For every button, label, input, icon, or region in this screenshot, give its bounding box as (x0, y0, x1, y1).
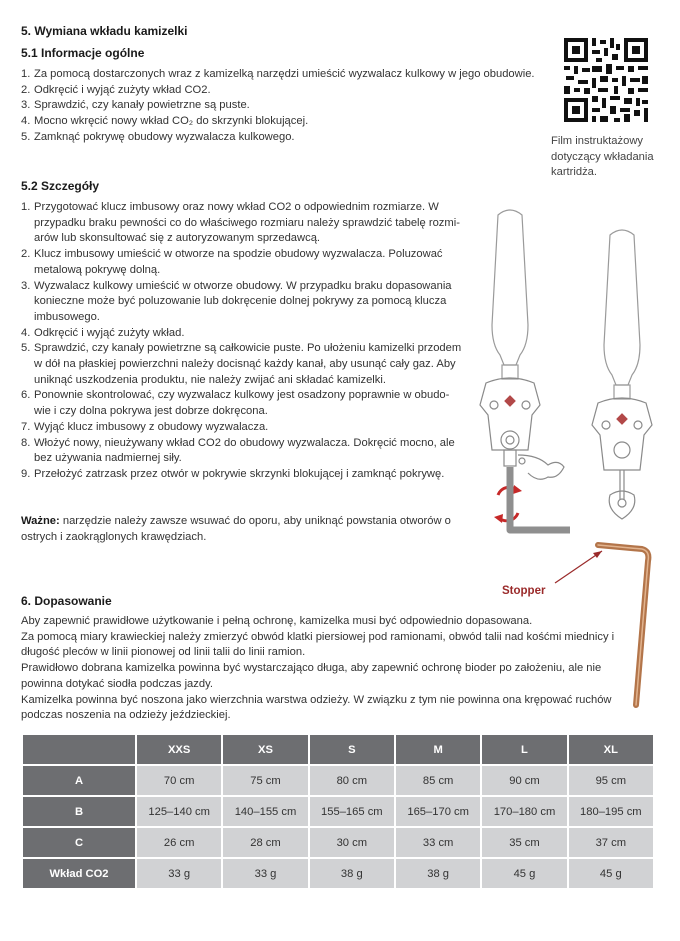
fit-paragraph: Prawidłowo dobrana kamizelka powinna być wystarczająco długa, aby zapewnić ochronę bioder po założeniu, ale nie powinna dotykać siodła podczas jazdy. (21, 662, 602, 690)
table-cell: 28 cm (223, 828, 307, 857)
general-steps-list (21, 67, 541, 146)
column-header: XS (223, 735, 307, 764)
stopper-label: Stopper (502, 585, 546, 597)
important-text: narzędzie należy zawsze wsuwać do oporu, aby uniknąć powstania otworów o ostrych i zaokrąglonych krawędziach. (21, 515, 451, 543)
list-item: 9. Przełożyć zatrzask przez otwór w pokrywie skrzynki blokującej i zamknąć pokrywę. (21, 467, 445, 480)
subsection-title-details: 5.2 Szczegóły (21, 179, 100, 193)
table-cell: 75 cm (223, 766, 307, 795)
table-cell: 80 cm (310, 766, 394, 795)
row-header: Wkład CO2 (23, 859, 135, 888)
list-item: 2. Odkręcić i wyjąć zużyty wkład CO2. (21, 83, 211, 96)
table-cell: 180–195 cm (569, 797, 653, 826)
subsection-title-general: 5.1 Informacje ogólne (21, 46, 145, 60)
table-cell: 30 cm (310, 828, 394, 857)
co2-cartridge-right-icon (604, 230, 640, 399)
table-cell: 33 g (137, 859, 221, 888)
column-header: XXS (137, 735, 221, 764)
co2-cartridge-left-icon (492, 210, 528, 379)
table-cell: 38 g (310, 859, 394, 888)
list-item: 4. Mocno wkręcić nowy wkład CO₂ do skrzynki blokującej. (21, 115, 309, 128)
table-cell: 125–140 cm (137, 797, 221, 826)
table-cell: 165–170 cm (396, 797, 480, 826)
column-header: XL (569, 735, 653, 764)
size-table (21, 733, 655, 890)
table-header-row (23, 735, 653, 764)
important-note (21, 514, 466, 545)
stopper-pointer-line (555, 551, 602, 583)
important-label: Ważne: (21, 515, 60, 527)
table-cell: 26 cm (137, 828, 221, 857)
table-cell: 45 g (482, 859, 566, 888)
qr-caption: Film instruktażowy dotyczący wkładania kartridża. (551, 135, 654, 178)
fit-text (21, 614, 641, 724)
table-corner (23, 735, 135, 764)
section-title: 5. Wymiana wkładu kamizelki (21, 24, 188, 38)
row-header: B (23, 797, 135, 826)
column-header: M (396, 735, 480, 764)
table-cell: 37 cm (569, 828, 653, 857)
section6-title: 6. Dopasowanie (21, 594, 112, 608)
column-header: L (482, 735, 566, 764)
fit-paragraph: Aby zapewnić prawidłowe użytkowanie i pełną ochronę, kamizelka musi być odpowiednio dopasowana. (21, 615, 533, 627)
table-cell: 95 cm (569, 766, 653, 795)
table-cell: 85 cm (396, 766, 480, 795)
list-item: 2. Klucz imbusowy umieścić w otworze na spodzie obudowy wyzwalacza. Poluzować metalową pokrywę dolną. (21, 248, 443, 276)
list-item: 7. Wyjąć klucz imbusowy z obudowy wyzwalacza. (21, 420, 269, 433)
qr-code[interactable] (562, 36, 650, 124)
table-cell: 155–165 cm (310, 797, 394, 826)
table-row (23, 797, 653, 826)
table-cell: 70 cm (137, 766, 221, 795)
list-item: 8. Włożyć nowy, nieużywany wkład CO2 do obudowy wyzwalacza. Dokręcić mocno, ale bez używania nadmiernej siły. (21, 436, 455, 465)
column-header: S (310, 735, 394, 764)
list-item: 5. Zamknąć pokrywę obudowy wyzwalacza kulkowego. (21, 130, 295, 143)
detail-steps-list (21, 200, 466, 483)
table-row (23, 766, 653, 795)
trigger-housing-left-icon (480, 378, 564, 479)
list-item: 4. Odkręcić i wyjąć zużyty wkład. (21, 326, 185, 339)
list-item: 3. Sprawdzić, czy kanały powietrzne są puste. (21, 99, 250, 112)
table-cell: 38 g (396, 859, 480, 888)
list-item: 1. Za pomocą dostarczonych wraz z kamizelką narzędzi umieścić wyzwalacz kulkowy w jego obudowie. (21, 68, 535, 80)
hex-key-icon (510, 467, 570, 530)
list-item: 3. Wyzwalacz kulkowy umieścić w otworze obudowy. W przypadku braku dopasowania konieczne może być poluzowanie lub dokręcenie dolnej pokrywy za pomocą klucza imbusowego. (21, 279, 452, 323)
table-row (23, 859, 653, 888)
table-row (23, 828, 653, 857)
table-cell: 140–155 cm (223, 797, 307, 826)
list-item: 6. Ponownie skontrolować, czy wyzwalacz kulkowy jest osadzony poprawnie w obudo-wie i czy dolna pokrywa jest dobrze dokręcona. (21, 389, 450, 418)
table-cell: 45 g (569, 859, 653, 888)
fit-paragraph: Za pomocą miary krawieckiej należy zmierzyć obwód klatki piersiowej pod ramionami, obwód talii nad kośćmi miednicy i długość pleców w linii pionowej od linii talii do linii ramion. (21, 630, 615, 659)
fit-paragraph: Kamizelka powinna być noszona jako wierzchnia warstwa odzieży. W związku z tym nie powinna ona krępować ruchów podczas noszenia na odzieży jeździeckiej. (21, 693, 612, 722)
row-header: C (23, 828, 135, 857)
table-cell: 90 cm (482, 766, 566, 795)
list-item: 1. Przygotować klucz imbusowy oraz nowy wkład CO2 o odpowiednim rozmiarze. W przypadku braku pewności co do właściwego rozmiaru należy sprawdzić tabelę rozmi-arów lub skonsultować się z autoryzowanym sprzedawcą. (21, 201, 460, 245)
row-header: A (23, 766, 135, 795)
table-cell: 33 cm (396, 828, 480, 857)
table-cell: 35 cm (482, 828, 566, 857)
trigger-housing-right-icon (592, 398, 652, 519)
table-cell: 170–180 cm (482, 797, 566, 826)
list-item: 5. Sprawdzić, czy kanały powietrzne są całkowicie puste. Po ułożeniu kamizelki przodem w dół na płaskiej powierzchni należy docisnąć każdy kanał, aby usunąć cały gaz. Aby uniknąć uszkodzenia produktu, nie należy zwijać ani składać kamizelki. (21, 342, 462, 386)
table-cell: 33 g (223, 859, 307, 888)
